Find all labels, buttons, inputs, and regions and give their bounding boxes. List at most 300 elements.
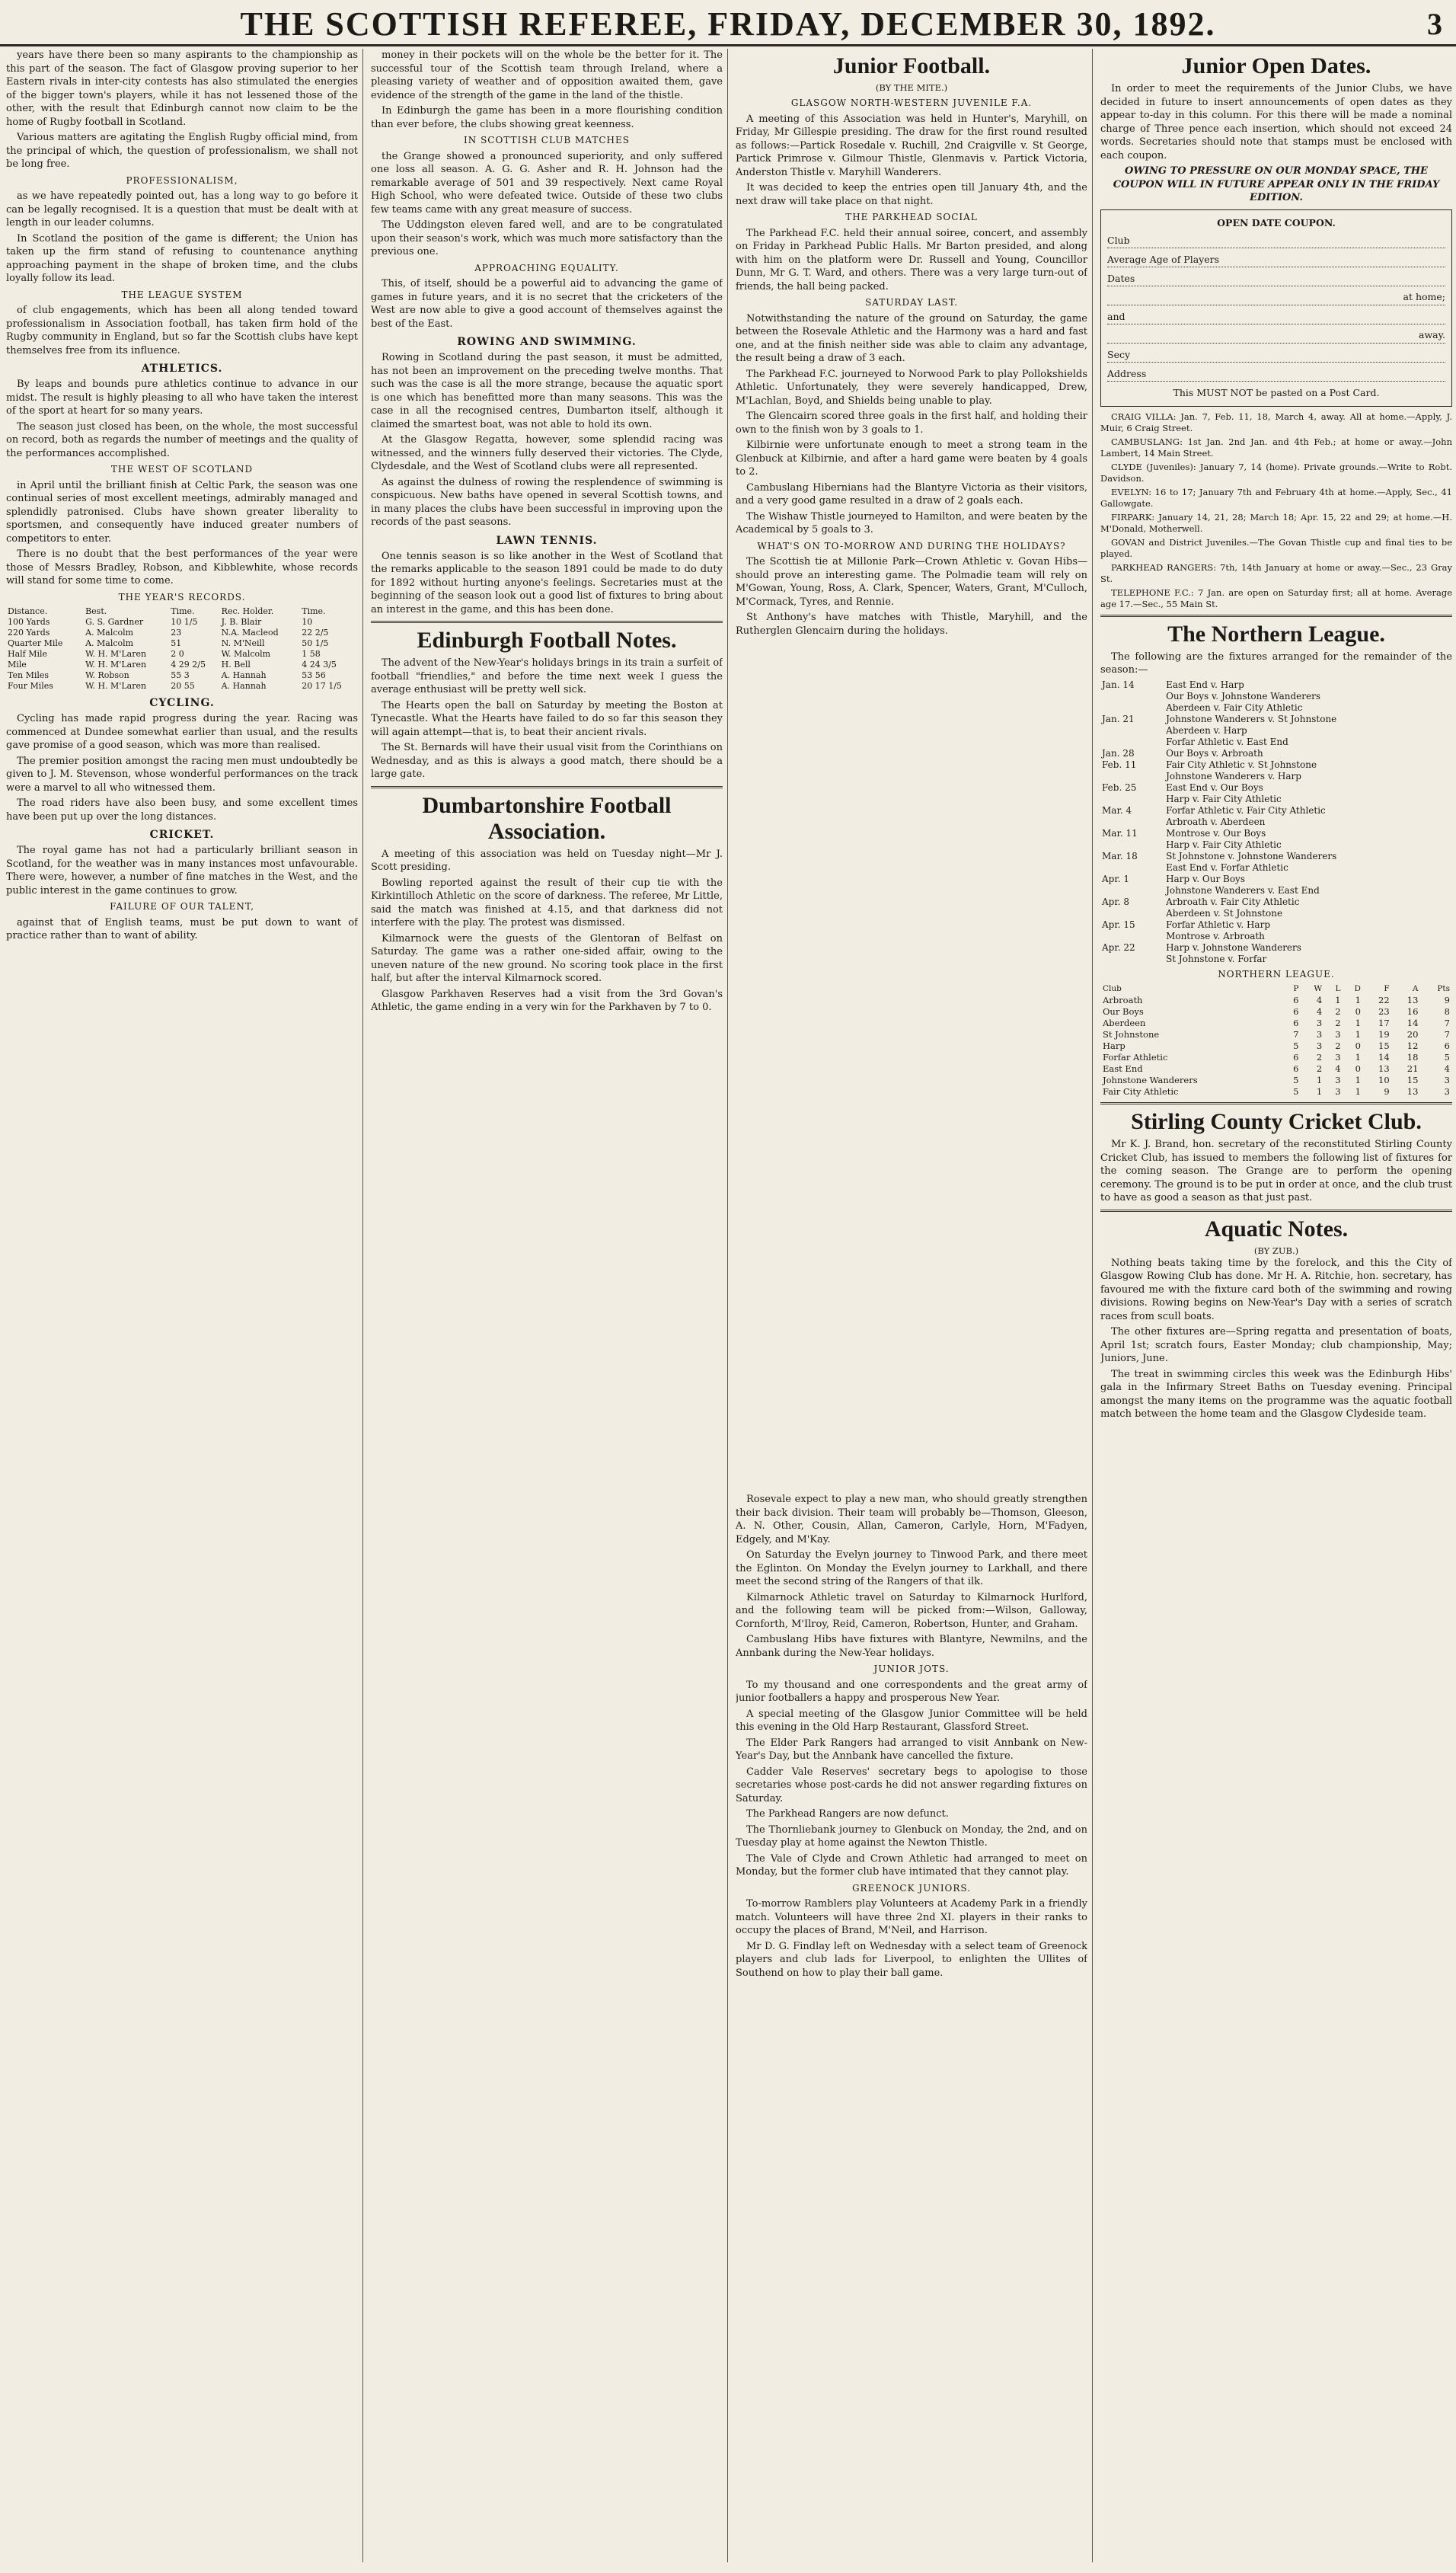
- table-cell: 9: [1384, 1086, 1390, 1097]
- dates-field[interactable]: [1107, 272, 1445, 286]
- paragraph: Kilbirnie were unfortunate enough to meet a strong team in the Glenbuck at Kilbirnie, and after a hard game were beaten by 4 goals to 2.: [736, 439, 1087, 478]
- table-cell: Aberdeen v. Harp: [1166, 724, 1247, 736]
- column-header: Time.: [302, 606, 326, 616]
- table-cell: 20: [1407, 1029, 1419, 1040]
- paragraph: The royal game has not had a particularly brilliant season in Scotland, for the weather was in many instances most unfavourable. There were, however, a number of fine matches in the West, and the public interest in the game continues to grow.: [6, 845, 358, 897]
- table-row: [1100, 702, 1452, 714]
- paragraph: The Uddingston eleven fared well, and are to be congratulated upon their season's work, which was much more satisfactory than the previous one.: [371, 219, 723, 257]
- table-cell: [1100, 794, 1164, 805]
- table-row: [6, 649, 358, 660]
- table-cell: 3: [1316, 1029, 1323, 1040]
- table-cell: Mile: [8, 660, 27, 670]
- table-cell: 55 3: [171, 670, 190, 680]
- subheading: THE YEAR'S RECORDS.: [118, 591, 246, 602]
- table-cell: [1100, 725, 1164, 737]
- table-row: [6, 617, 358, 628]
- table-row: [1100, 679, 1452, 691]
- table-cell: Mar. 18: [1102, 850, 1138, 861]
- table-row: [1100, 1006, 1452, 1018]
- table-row: [1100, 817, 1452, 828]
- table-cell: [1100, 817, 1164, 828]
- table-cell: 2: [1335, 1040, 1341, 1051]
- coupon-heading: OPEN DATE COUPON.: [1217, 216, 1336, 229]
- table-cell: [1100, 931, 1164, 942]
- table-cell: [1100, 954, 1164, 965]
- table-row: [6, 638, 358, 649]
- table-cell: Mar. 4: [1102, 804, 1132, 816]
- paragraph: The following are the fixtures arranged for the remainder of the season:—: [1100, 650, 1452, 676]
- field-label: and: [1107, 311, 1126, 322]
- paragraph: The Glencairn scored three goals in the first half, and holding their own to the finish won by 3 goals to 1.: [736, 411, 1087, 436]
- table-cell: 23: [171, 628, 182, 638]
- away-dates-field[interactable]: [1107, 329, 1445, 344]
- table-cell: 0: [1355, 1006, 1361, 1017]
- table-cell: Forfar Athletic v. Harp: [1166, 919, 1271, 930]
- paragraph: The advent of the New-Year's holidays brings in its train a surfeit of football "friendlies," and before the time next week I guess the average enthusiast will be pretty well sick.: [371, 657, 723, 695]
- table-row: [1100, 954, 1452, 965]
- list-item: CRAIG VILLA: Jan. 7, Feb. 11, 18, March 4, away. All at home.—Apply, J. Muir, 6 Craig Street.: [1100, 411, 1452, 433]
- table-cell: [1100, 737, 1164, 748]
- table-cell: Arbroath: [1103, 995, 1143, 1005]
- table-cell: 6: [1444, 1040, 1450, 1051]
- table-row: [1100, 691, 1452, 702]
- field-label: Club: [1107, 235, 1130, 246]
- table-row: [1100, 931, 1452, 942]
- secretary-field[interactable]: [1107, 348, 1445, 363]
- paragraph: In Edinburgh the game has been in a more flourishing condition than ever before, the clubs showing great keenness.: [371, 105, 723, 130]
- table-cell: 6: [1293, 1018, 1299, 1028]
- list-item: CLYDE (Juveniles): January 7, 14 (home). Private grounds.—Write to Robt. Davidson.: [1100, 461, 1452, 484]
- fixtures-table: [1100, 679, 1452, 965]
- table-cell: Fair City Athletic v. St Johnstone: [1166, 759, 1317, 770]
- table-cell: Four Miles: [8, 681, 53, 691]
- table-cell: Aberdeen v. St Johnstone: [1166, 907, 1283, 919]
- table-cell: Jan. 28: [1102, 747, 1135, 759]
- table-row: [6, 670, 358, 681]
- table-cell: Aberdeen: [1103, 1018, 1146, 1028]
- table-cell: [1100, 908, 1164, 919]
- table-cell: J. B. Blair: [221, 617, 262, 627]
- article-title: Edinburgh Football Notes.: [417, 628, 677, 653]
- paragraph: Kilmarnock were the guests of the Glentoran of Belfast on Saturday. The game was a rather one-sided affair, owing to the uneven nature of the new ground. No scoring took place in the first half, but after the interval Kilmarnock scored.: [371, 932, 723, 984]
- table-cell: Johnstone Wanderers v. Harp: [1166, 770, 1301, 781]
- table-cell: Harp: [1103, 1040, 1126, 1051]
- table-cell: St Johnstone v. Johnstone Wanderers: [1166, 850, 1337, 861]
- table-row: [1100, 1040, 1452, 1052]
- table-cell: 1: [1316, 1086, 1323, 1097]
- subheading: JUNIOR JOTS.: [873, 1664, 950, 1674]
- paragraph: One tennis season is so like another in the West of Scotland that the remarks applicable to the season 1891 could be made to do duty for 1892 without hurting anyone's feelings. Secretaries must at the beginning of the season look out a good list of fixtures to bring about an interest in the game, and this has been done.: [371, 550, 723, 615]
- table-cell: H. Bell: [221, 660, 251, 670]
- paragraph: Mr K. J. Brand, hon. secretary of the reconstituted Stirling County Cricket Club, has issued to members the following list of fixtures for the coming season. The Grange are to perform the opening ceremony. The ground is to be put in order at once, and the club trust to have as good a season as that just past.: [1100, 1139, 1452, 1203]
- list-item: EVELYN: 16 to 17; January 7th and February 4th at home.—Apply, Sec., 41 Gallowgate.: [1100, 486, 1452, 509]
- league-table: [1100, 983, 1452, 1098]
- paragraph: The road riders have also been busy, and some excellent times have been put up over the long distances.: [6, 797, 358, 823]
- paragraph: At the Glasgow Regatta, however, some splendid racing was witnessed, and the winners fully deserved their victories. The Clyde, Clydesdale, and the West of Scotland clubs were all represented.: [371, 434, 723, 472]
- table-cell: 23: [1378, 1006, 1390, 1017]
- table-row: [1100, 1075, 1452, 1086]
- table-cell: W. H. M'Laren: [85, 681, 147, 691]
- paragraph: In order to meet the requirements of the Junior Clubs, we have decided in future to insert announcements of open dates as they appear to-day in this column. For this there will be made a nominal charge of Three pence each insertion, which should not exceed 24 words. Secretaries should note that stamps must be enclosed with each coupon.: [1100, 83, 1452, 161]
- table-cell: 5: [1293, 1075, 1299, 1085]
- table-cell: 5: [1293, 1086, 1299, 1097]
- average-age-field[interactable]: [1107, 253, 1445, 267]
- table-row: [1100, 897, 1452, 908]
- paragraph: The Wishaw Thistle journeyed to Hamilton, and were beaten by the Academical by 5 goals to 3.: [736, 510, 1087, 535]
- column-header: D: [1354, 984, 1361, 993]
- table-cell: 13: [1407, 995, 1419, 1005]
- table-row: [1100, 851, 1452, 862]
- section-heading: CRICKET.: [149, 829, 215, 841]
- table-cell: 2: [1316, 1052, 1323, 1063]
- table-row: [1100, 874, 1452, 885]
- paragraph: A meeting of this Association was held in Hunter's, Maryhill, on Friday, Mr Gillespie presiding. The draw for the first round resulted as follows:—Partick Rosedale v. Ruchill, 2nd Craigville v. St George, Partick Primrose v. Gilmour Thistle, Glenmavis v. Partick Victoria, Anderston Thistle v. Maryhill Wanderers.: [736, 113, 1087, 178]
- column-header: L: [1335, 984, 1341, 993]
- field-label: Dates: [1107, 273, 1135, 284]
- coupon-footnote: This MUST NOT be pasted on a Post Card.: [1173, 387, 1380, 398]
- table-cell: Feb. 11: [1102, 759, 1137, 770]
- table-cell: Harp v. Johnstone Wanderers: [1166, 941, 1301, 953]
- table-row: [1100, 995, 1452, 1006]
- table-row: [1100, 794, 1452, 805]
- field-label: Average Age of Players: [1107, 254, 1220, 265]
- table-row: [1100, 828, 1452, 839]
- paragraph: The St. Bernards will have their usual visit from the Corinthians on Wednesday, and as this is always a good match, there should be a large gate.: [371, 742, 723, 780]
- table-cell: 5: [1444, 1052, 1450, 1063]
- table-cell: [1100, 885, 1164, 897]
- paragraph: Cambuslang Hibs have fixtures with Blantyre, Newmilns, and the Annbank during the New-Year holidays.: [736, 1634, 1087, 1659]
- column-header: Distance.: [8, 606, 48, 616]
- paragraph: As against the dulness of rowing the resplendence of swimming is conspicuous. New baths have opened in several Scottish towns, and in many places the clubs have been successful in improving upon the records of the past seasons.: [371, 476, 723, 528]
- table-cell: Feb. 25: [1102, 781, 1137, 793]
- table-cell: Mar. 11: [1102, 827, 1138, 839]
- table-cell: 6: [1293, 1052, 1299, 1063]
- table-cell: Jan. 14: [1102, 679, 1135, 690]
- paragraph: On Saturday the Evelyn journey to Tinwood Park, and there meet the Eglinton. On Monday the Evelyn journey to Larkhall, and there meet the second string of the Rangers of that ilk.: [736, 1549, 1087, 1587]
- masthead: [0, 0, 1456, 46]
- column-3-continued: [736, 1493, 1087, 2562]
- table-row: [1100, 1086, 1452, 1098]
- paragraph: The Hearts open the ball on Saturday by meeting the Boston at Tynecastle. What the Hearts have failed to do so far this season they will again attempt—that is, to beat their ancient rivals.: [371, 699, 723, 738]
- article-title: Junior Open Dates.: [1181, 53, 1371, 78]
- table-cell: 7: [1293, 1029, 1299, 1040]
- home-dates-field[interactable]: [1107, 291, 1445, 305]
- table-row: [1100, 782, 1452, 794]
- intro-section: [6, 49, 358, 171]
- table-cell: 14: [1378, 1052, 1390, 1063]
- subheading: THE WEST OF SCOTLAND: [110, 464, 254, 475]
- table-row: [6, 681, 358, 692]
- table-row: [1100, 885, 1452, 897]
- table-cell: Montrose v. Arbroath: [1166, 930, 1265, 941]
- table-row: [1100, 771, 1452, 782]
- table-cell: 1: [1355, 1052, 1361, 1063]
- table-cell: 100 Yards: [8, 617, 50, 627]
- table-cell: 2: [1335, 1018, 1341, 1028]
- paragraph: Cambuslang Hibernians had the Blantyre Victoria as their visitors, and a very good game resulted in a draw of 2 goals each.: [736, 481, 1087, 507]
- table-cell: W. H. M'Laren: [85, 649, 147, 659]
- paragraph: In Scotland the position of the game is different; the Union has taken up the firm stand of refusing to countenance anything approaching payment in the shape of broken time, and the clubs loyally follow its lead.: [6, 232, 358, 284]
- table-cell: 10 1/5: [171, 617, 198, 627]
- divider: [1100, 615, 1452, 617]
- table-cell: Quarter Mile: [8, 638, 63, 648]
- table-cell: A. Hannah: [221, 670, 267, 680]
- paragraph: The Parkhead Rangers are now defunct.: [746, 1808, 949, 1820]
- table-cell: Apr. 15: [1102, 919, 1135, 930]
- table-cell: 8: [1444, 1006, 1450, 1017]
- paragraph: years have there been so many aspirants to the championship as this part of the season. The fact of Glasgow proving superior to her Eastern rivals in inter-city contests has also stimulated the energies of the bigger town's players, while it has not lessened those of the other, with the result that Edinburgh cannot now claim to be the home of Rugby football in Scotland.: [6, 50, 358, 128]
- paragraph: A meeting of this association was held on Tuesday night—Mr J. Scott presiding.: [371, 848, 723, 873]
- table-cell: 3: [1444, 1075, 1450, 1085]
- open-date-entries: [1100, 411, 1452, 610]
- column-header: W: [1314, 984, 1323, 993]
- subheading: IN SCOTTISH CLUB MATCHES: [464, 135, 630, 145]
- article-title: The Northern League.: [1167, 621, 1385, 647]
- column-header: A: [1412, 984, 1419, 993]
- table-cell: Johnstone Wanderers: [1103, 1075, 1198, 1085]
- table-cell: East End v. Forfar Athletic: [1166, 861, 1288, 873]
- table-cell: 4 24 3/5: [302, 660, 337, 670]
- table-cell: 0: [1355, 1040, 1361, 1051]
- table-cell: 13: [1378, 1063, 1390, 1074]
- list-item: TELEPHONE F.C.: 7 Jan. are open on Saturday first; all at home. Average age 17.—Sec., 55 Main St.: [1100, 587, 1452, 609]
- paragraph: in April until the brilliant finish at Celtic Park, the season was one continual series of most excellent meetings, admirably managed and splendidly patronised. Clubs have shown greater liberality to sportsmen, and consequently have induced greater numbers of competitors to enter.: [6, 479, 358, 545]
- table-cell: [1100, 839, 1164, 851]
- table-cell: N. M'Neill: [221, 638, 265, 648]
- table-cell: Harp v. Fair City Athletic: [1166, 839, 1282, 850]
- table-cell: 6: [1293, 995, 1299, 1005]
- table-cell: 3: [1316, 1040, 1323, 1051]
- club-field[interactable]: [1107, 234, 1445, 248]
- list-item: PARKHEAD RANGERS: 7th, 14th January at home or away.—Sec., 23 Gray St.: [1100, 561, 1452, 584]
- field-label: Address: [1107, 368, 1147, 379]
- table-cell: Our Boys v. Arbroath: [1166, 747, 1263, 759]
- table-cell: 15: [1378, 1040, 1390, 1051]
- table-row: [1100, 919, 1452, 931]
- table-cell: 3: [1335, 1075, 1341, 1085]
- table-cell: A. Hannah: [221, 681, 267, 691]
- table-cell: 10: [1378, 1075, 1390, 1085]
- table-row: [1100, 942, 1452, 954]
- table-cell: 10: [302, 617, 313, 627]
- paragraph: Various matters are agitating the English Rugby official mind, from the principal of which, the question of professionalism, we shall not be long free.: [6, 132, 358, 170]
- paragraph: It was decided to keep the entries open till January 4th, and the next draw will take place on that night.: [736, 182, 1087, 207]
- column-header: Rec. Holder.: [221, 606, 274, 616]
- table-cell: Johnstone Wanderers v. St Johnstone: [1166, 713, 1337, 724]
- table-row: [1100, 737, 1452, 748]
- paragraph: Cycling has made rapid progress during the year. Racing was commenced at Dundee somewhat earlier than usual, and the results gave promise of a good season, which was more than realised.: [6, 713, 358, 751]
- table-cell: St Johnstone v. Forfar: [1166, 953, 1267, 964]
- table-cell: Johnstone Wanderers v. East End: [1166, 884, 1320, 896]
- and-field[interactable]: [1107, 310, 1445, 324]
- table-cell: St Johnstone: [1103, 1029, 1160, 1040]
- table-cell: 4: [1335, 1063, 1341, 1074]
- table-cell: 20 55: [171, 681, 195, 691]
- field-label: at home;: [1403, 290, 1445, 302]
- subheading: WHAT'S ON TO-MORROW AND DURING THE HOLIDAYS?: [757, 540, 1066, 551]
- table-row: [1100, 1063, 1452, 1075]
- table-row: [1100, 714, 1452, 725]
- paragraph: money in their pockets will on the whole be the better for it. The successful tour of the Scottish team through Ireland, where a pleasing variety of weather and of opposition awaited them, gave evidence of the strength of the game in the land of the thistle.: [371, 50, 723, 101]
- table-cell: W. Robson: [85, 670, 129, 680]
- table-cell: [1100, 771, 1164, 782]
- table-cell: Forfar Athletic: [1103, 1052, 1168, 1063]
- paragraph: the Grange showed a pronounced superiority, and only suffered one loss all season. A. G. G. Asher and R. H. Johnson had the remarkable average of 501 and 39 respectively. Next came Royal High School, who were defeated twice. Outside of these two clubs few teams came with any great measure of success.: [371, 150, 723, 216]
- paragraph: The Vale of Clyde and Crown Athletic had arranged to meet on Monday, but the former club have intimated that they cannot play.: [736, 1852, 1087, 1878]
- subheading: THE LEAGUE SYSTEM: [121, 289, 243, 300]
- table-cell: 5: [1293, 1040, 1299, 1051]
- article-title: Junior Football.: [832, 53, 991, 78]
- table-row: [1100, 1018, 1452, 1029]
- list-item: FIRPARK: January 14, 21, 28; March 18; Apr. 15, 22 and 29; at home.—H. M'Donald, Motherwell.: [1100, 511, 1452, 534]
- paragraph: St Anthony's have matches with Thistle, Maryhill, and the Rutherglen Glencairn during the holidays.: [736, 612, 1087, 637]
- column-divider: [1092, 49, 1093, 2562]
- section-heading: CYCLING.: [149, 697, 215, 709]
- column-header: Club: [1103, 984, 1122, 993]
- table-cell: 7: [1444, 1029, 1450, 1040]
- paragraph: The season just closed has been, on the whole, the most successful on record, both as regards the number of meetings and the quality of the performances accomplished.: [6, 420, 358, 459]
- table-cell: 2: [1316, 1063, 1323, 1074]
- table-cell: 21: [1407, 1063, 1419, 1074]
- table-row: [1100, 759, 1452, 771]
- table-cell: 4 29 2/5: [171, 660, 206, 670]
- paragraph: To-morrow Ramblers play Volunteers at Academy Park in a friendly match. Volunteers will have three 2nd XI. players in their ranks to occupy the places of Brand, M'Neil, and Harrison.: [736, 1898, 1087, 1936]
- table-cell: Montrose v. Our Boys: [1166, 827, 1266, 839]
- table-cell: 1: [1316, 1075, 1323, 1085]
- table-cell: Apr. 22: [1102, 941, 1135, 953]
- column-divider: [727, 49, 728, 2562]
- table-cell: W. Malcolm: [221, 649, 271, 659]
- paragraph: Bowling reported against the result of their cup tie with the Kirkintilloch Athletic on the score of darkness. The referee, Mr Little, said the match was finished at 4.15, and that darkness did not interfere with the play. The protest was dismissed.: [371, 877, 723, 929]
- table-header-row: [6, 606, 358, 617]
- paragraph: as we have repeatedly pointed out, has a long way to go before it can be legally recognised. It is a question that must be dealt with at length in our leader columns.: [6, 190, 358, 229]
- paragraph: The Parkhead F.C. held their annual soiree, concert, and assembly on Friday in Parkhead Public Halls. Mr Barton presided, and along with him on the platform were Dr. Russell and Young, Councillor Dunn, Mr G. T. Ward, and others. There was a very large turn-out of friends, the hall being packed.: [736, 227, 1087, 292]
- table-cell: 7: [1444, 1018, 1450, 1028]
- column-header: F: [1384, 984, 1390, 993]
- table-cell: East End: [1103, 1063, 1143, 1074]
- table-header-row: [1100, 983, 1452, 995]
- table-cell: 2: [1335, 1006, 1341, 1017]
- column-2: [371, 49, 723, 2562]
- paragraph: Nothing beats taking time by the forelock, and this the City of Glasgow Rowing Club has done. Mr H. A. Ritchie, hon. secretary, has favoured me with the fixture card both of the swimming and rowing divisions. Rowing begins on New-Year's Day with a series of scratch races from scull boats.: [1100, 1257, 1452, 1322]
- table-cell: Forfar Athletic v. Fair City Athletic: [1166, 804, 1326, 816]
- list-item: CAMBUSLANG: 1st Jan. 2nd Jan. and 4th Feb.; at home or away.—John Lambert, 14 Main Street.: [1100, 436, 1452, 459]
- paragraph: The Scottish tie at Millonie Park—Crown Athletic v. Govan Hibs—should prove an interesting game. The Polmadie team will rely on M'Gowan, Young, Ross, A. Clark, Spencer, Waters, Grant, M'Culloch, M'Cormack, Tyres, and Rennie.: [736, 556, 1087, 608]
- notice: OWING TO PRESSURE ON OUR MONDAY SPACE, THE COUPON WILL IN FUTURE APPEAR ONLY IN THE FRIDAY EDITION.: [1113, 165, 1440, 203]
- subheading: SATURDAY LAST.: [865, 297, 958, 308]
- table-cell: 1: [1355, 1086, 1361, 1097]
- paragraph: To my thousand and one correspondents and the great army of junior footballers a happy and prosperous New Year.: [736, 1679, 1087, 1704]
- table-cell: Apr. 1: [1102, 873, 1130, 884]
- table-cell: 0: [1355, 1063, 1361, 1074]
- table-cell: Half Mile: [8, 649, 48, 659]
- table-cell: 22: [1378, 995, 1390, 1005]
- table-row: [1100, 862, 1452, 874]
- column-header: Time.: [171, 606, 195, 616]
- table-cell: 6: [1293, 1006, 1299, 1017]
- table-row: [1100, 725, 1452, 737]
- table-cell: 3: [1335, 1052, 1341, 1063]
- column-1: [6, 49, 358, 2562]
- table-cell: Jan. 21: [1102, 713, 1135, 724]
- table-row: [6, 628, 358, 638]
- table-cell: 51: [171, 638, 182, 648]
- subheading: GREENOCK JUNIORS.: [851, 1882, 972, 1894]
- byline: (BY ZUB.): [1253, 1245, 1299, 1256]
- table-cell: [1100, 702, 1164, 714]
- section-heading: ATHLETICS.: [141, 363, 223, 375]
- table-cell: 50 1/5: [302, 638, 329, 648]
- table-cell: 9: [1444, 995, 1450, 1005]
- table-cell: East End v. Harp: [1166, 679, 1244, 690]
- table-cell: 53 56: [302, 670, 326, 680]
- subheading: APPROACHING EQUALITY.: [474, 262, 619, 273]
- table-row: [6, 660, 358, 670]
- table-cell: N.A. Macleod: [221, 628, 279, 638]
- table-cell: 4: [1316, 995, 1323, 1005]
- table-cell: 2 0: [171, 649, 184, 659]
- table-cell: 14: [1407, 1018, 1419, 1028]
- newspaper-title: THE SCOTTISH REFEREE, FRIDAY, DECEMBER 30, 1892.: [240, 5, 1216, 43]
- paragraph: A special meeting of the Glasgow Junior Committee will be held this evening in the Old Harp Restaurant, Glassford Street.: [736, 1708, 1087, 1733]
- list-item: GOVAN and District Juveniles.—The Govan Thistle cup and final ties to be played.: [1100, 536, 1452, 559]
- article-title: Aquatic Notes.: [1204, 1216, 1349, 1242]
- table-cell: Harp v. Our Boys: [1166, 873, 1245, 884]
- column-header: P: [1293, 984, 1299, 993]
- table-cell: 17: [1378, 1018, 1390, 1028]
- table-row: [1100, 1052, 1452, 1063]
- table-cell: 3: [1316, 1018, 1323, 1028]
- table-cell: 1: [1355, 1029, 1361, 1040]
- article-title: Dumbartonshire Football Association.: [422, 792, 672, 844]
- table-cell: 4: [1444, 1063, 1450, 1074]
- paragraph: Rowing in Scotland during the past season, it must be admitted, has not been an improvement on the preceding twelve months. That such was the case is all the more strange, because the aquatic sport is one which has benefitted more than many seasons. This was the case in all the recognised centres, Dumbarton itself, although it claimed the smartest boat, was not able to hold its own.: [371, 352, 723, 430]
- open-date-coupon: [1100, 209, 1452, 407]
- table-cell: 19: [1378, 1029, 1390, 1040]
- paragraph: Glasgow Parkhaven Reserves had a visit from the 3rd Govan's Athletic, the game ending in a very win for the Parkhaven by 7 to 0.: [371, 988, 723, 1013]
- table-cell: Arbroath v. Fair City Athletic: [1166, 896, 1300, 907]
- table-cell: Forfar Athletic v. East End: [1166, 736, 1288, 747]
- address-field[interactable]: [1107, 367, 1445, 382]
- table-cell: Arbroath v. Aberdeen: [1166, 816, 1266, 827]
- page-number: 3: [1427, 7, 1442, 41]
- column-4: [1100, 49, 1452, 2562]
- table-cell: Ten Miles: [8, 670, 49, 680]
- table-cell: A. Malcolm: [85, 638, 134, 648]
- paragraph: The Thornliebank journey to Glenbuck on Monday, the 2nd, and on Tuesday play at home against the Newton Thistle.: [736, 1823, 1087, 1849]
- table-cell: East End v. Our Boys: [1166, 781, 1263, 793]
- column-divider: [362, 49, 363, 2562]
- paragraph: By leaps and bounds pure athletics continue to advance in our midst. The result is highly pleasing to all who have taken the interest of the sport at heart for so many years.: [6, 379, 358, 417]
- column-header: Pts: [1437, 984, 1450, 993]
- table-cell: 15: [1407, 1075, 1419, 1085]
- divider: [371, 786, 723, 788]
- divider: [371, 621, 723, 623]
- section-heading: ROWING AND SWIMMING.: [457, 336, 637, 348]
- table-cell: [1100, 862, 1164, 874]
- table-cell: 3: [1335, 1086, 1341, 1097]
- table-cell: 220 Yards: [8, 628, 50, 638]
- table-cell: 6: [1293, 1063, 1299, 1074]
- table-cell: 13: [1407, 1086, 1419, 1097]
- table-cell: 3: [1335, 1029, 1341, 1040]
- table-cell: 1: [1355, 1018, 1361, 1028]
- table-cell: 12: [1407, 1040, 1419, 1051]
- paragraph: Cadder Vale Reserves' secretary begs to apologise to those secretaries whose post-cards he did not answer regarding fixtures on Saturday.: [736, 1766, 1087, 1804]
- table-cell: Apr. 8: [1102, 896, 1130, 907]
- table-cell: Aberdeen v. Fair City Athletic: [1166, 702, 1303, 713]
- paragraph: This, of itself, should be a powerful aid to advancing the game of games in future years, and it is no secret that the cricketers of the West are now able to give a good account of themselves against the best of the East.: [371, 278, 723, 330]
